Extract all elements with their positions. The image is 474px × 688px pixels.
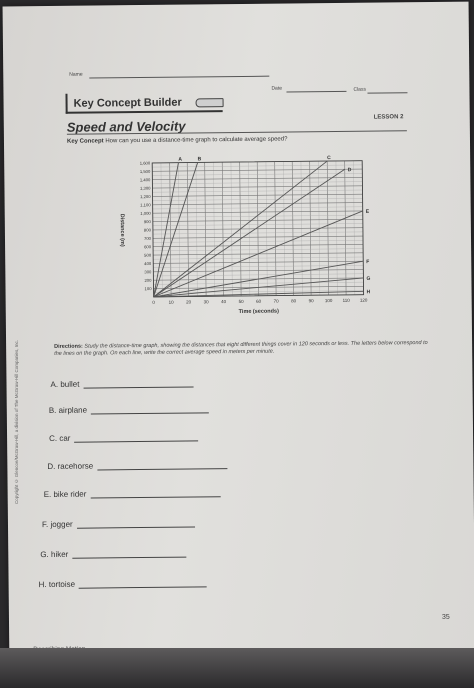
name-line <box>89 76 269 79</box>
series-label: C <box>327 155 331 162</box>
worksheet-page <box>3 2 474 667</box>
class-line <box>367 92 407 93</box>
series-label: H <box>366 289 371 296</box>
banner <box>65 92 222 114</box>
answer-blank[interactable] <box>97 460 227 470</box>
answer-blank[interactable] <box>90 488 220 498</box>
x-tick-label: 30 <box>203 299 209 305</box>
y-tick-label: 300 <box>144 269 152 275</box>
answer-item-label: C. car <box>49 433 71 443</box>
answer-item-label: D. racehorse <box>47 461 94 472</box>
y-tick-label: 700 <box>143 235 152 241</box>
y-tick-label: 1,000 <box>140 210 151 216</box>
answer-item-label: G. hiker <box>40 549 69 560</box>
answer-item-label: B. airplane <box>48 405 88 415</box>
date-line <box>286 91 346 93</box>
y-tick-label: 100 <box>144 286 152 292</box>
date-label: Date <box>271 85 283 92</box>
y-tick-label: 1,200 <box>140 194 151 200</box>
answer-item-label: A. bullet <box>50 379 80 389</box>
series-label: B <box>197 156 202 163</box>
x-tick-label: 40 <box>221 299 227 305</box>
copyright-side-text: Copyright © Glencoe/McGraw-Hill, a division of The McGraw-Hill Companies, Inc. <box>14 340 19 504</box>
answer-item-label: F. jogger <box>41 519 73 530</box>
x-tick-label: 50 <box>238 298 244 305</box>
answer-blank[interactable] <box>79 578 207 588</box>
answer-item-label: H. tortoise <box>38 579 76 590</box>
directions-text: Study the distance-time graph, showing the distances that eight different things cover in 120 seconds or less. The letters below correspond to the lines on the graph. On each line, write the correct average speed in meters per minute. <box>54 340 428 357</box>
y-tick-label: 500 <box>144 252 152 258</box>
lesson-label: LESSON 2 <box>373 114 404 121</box>
chart-lines <box>152 155 370 298</box>
x-tick-label: 90 <box>308 298 314 304</box>
x-tick-label: 100 <box>324 298 333 304</box>
series-label: F <box>366 259 370 266</box>
series-line-e <box>153 211 364 297</box>
x-tick-label: 60 <box>256 298 262 304</box>
answer-blank[interactable] <box>77 518 195 528</box>
y-tick-label: 800 <box>143 227 151 233</box>
y-tick-label: 1,600 <box>139 160 151 166</box>
series-line-d <box>152 169 346 297</box>
x-tick-label: 80 <box>291 298 297 304</box>
distance-time-chart <box>108 153 380 336</box>
y-tick-label: 200 <box>144 277 152 283</box>
y-tick-label: 600 <box>144 244 152 250</box>
answer-item <box>50 378 193 388</box>
answer-item <box>39 578 208 589</box>
x-tick-label: 120 <box>359 297 368 303</box>
y-tick-label: 1,500 <box>139 168 151 175</box>
answer-blank[interactable] <box>83 378 193 388</box>
series-label: D <box>347 167 352 174</box>
y-tick-label: 400 <box>144 261 152 267</box>
x-tick-label: 0 <box>152 299 155 305</box>
y-tick-label: 1,400 <box>139 177 151 183</box>
x-tick-label: 70 <box>273 298 279 304</box>
key-concept <box>67 136 288 144</box>
series-label: A <box>178 156 183 163</box>
directions-label: Directions: <box>54 343 83 350</box>
answer-item <box>44 488 221 499</box>
answer-item <box>40 549 186 560</box>
answer-blank[interactable] <box>72 549 186 559</box>
x-tick-label: 20 <box>186 299 192 305</box>
y-axis-label: Distance (m) <box>118 213 126 247</box>
page-title: Speed and Velocity <box>66 118 186 135</box>
directions <box>54 340 434 358</box>
answer-item <box>49 432 198 443</box>
answer-item <box>47 460 227 471</box>
answer-blank[interactable] <box>91 404 209 414</box>
answer-item <box>49 404 209 415</box>
table-shadow <box>0 648 474 688</box>
pencil-icon <box>196 98 224 107</box>
x-tick-label: 10 <box>168 299 174 305</box>
name-label: Name <box>69 71 83 78</box>
answer-item <box>42 518 195 529</box>
answer-item-label: E. bike rider <box>43 489 87 500</box>
x-axis-label: Time (seconds) <box>238 308 279 316</box>
class-label: Class <box>353 86 366 93</box>
y-tick-label: 1,300 <box>139 185 151 191</box>
series-label: G <box>366 275 371 282</box>
answer-blank[interactable] <box>74 432 198 442</box>
banner-title: Key Concept Builder <box>73 96 182 110</box>
key-concept-label: Key Concept <box>66 138 104 145</box>
y-tick-label: 1,100 <box>140 202 151 208</box>
page-number: 35 <box>441 613 450 621</box>
key-concept-question: How can you use a distance-time graph to calculate average speed? <box>105 136 288 145</box>
x-tick-label: 110 <box>342 297 350 303</box>
y-tick-label: 900 <box>143 219 151 225</box>
series-label: E <box>365 208 370 215</box>
